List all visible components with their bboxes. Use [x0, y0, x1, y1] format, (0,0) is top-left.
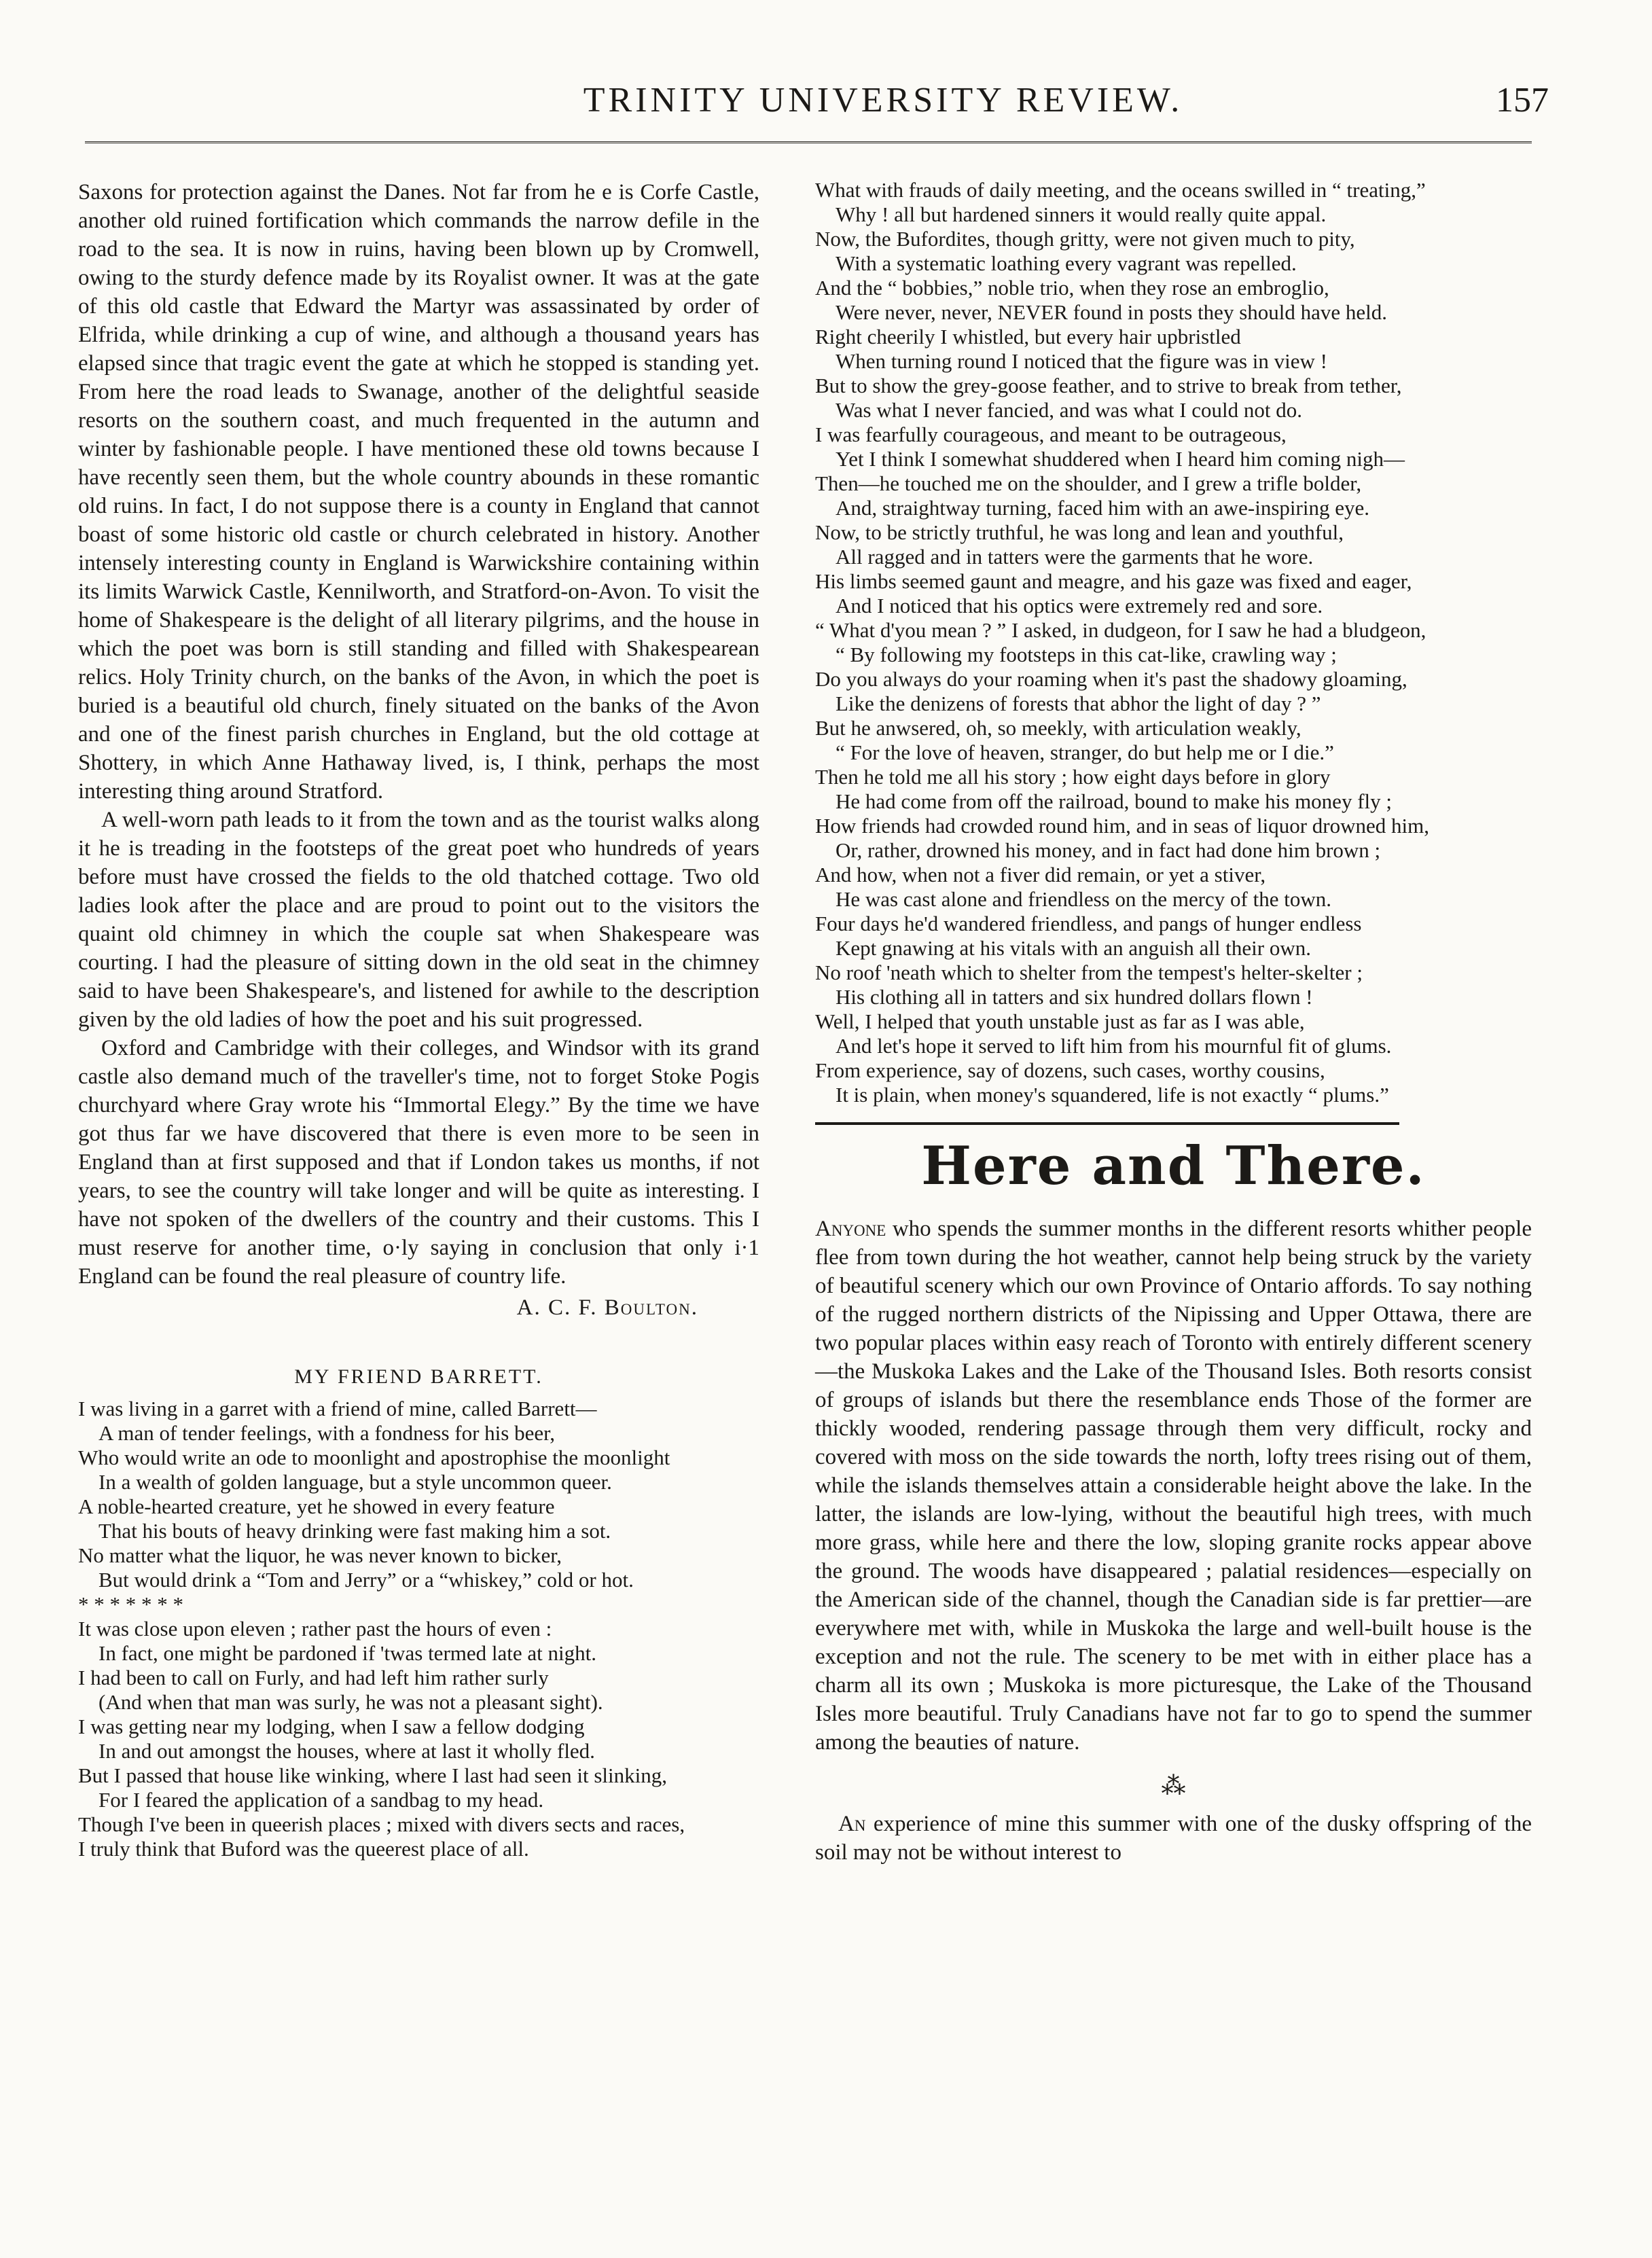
poem-part-two [78, 1617, 759, 1861]
poem-line: Like the denizens of forests that abhor the light of day ? ” [836, 692, 1321, 715]
poem-part-one [78, 1397, 759, 1592]
poem-line: His clothing all in tatters and six hundred dollars flown ! [836, 985, 1313, 1009]
page-number: 157 [1496, 81, 1549, 120]
poem-line: (And when that man was surly, he was not a pleasant sight). [98, 1690, 603, 1714]
article-paragraph: Saxons for protection against the Danes. Not far from he e is Corfe Castle, another old ruined fortification which commands the narrow defile in the road to the sea. It is now in ruins, having been blown up by Cromwell, owing to the sturdy defence made by its Royalist owner. It was at the gate of this old castle that Edward the Martyr was assassinated by order of Elfrida, while drinking a cup of wine, and although a thousand years has elapsed since that tragic event the gate at which he stopped is standing yet. From here the road leads to Swanage, another of the delightful seaside resorts on the southern coast, and much frequented in the autumn and winter by fashionable people. I have mentioned these old towns because I have recently seen them, but the whole country abounds in these romantic old ruins. In fact, I do not suppose there is a county in England that cannot boast of some historic old castle or church celebrated in history. Another intensely interesting county in England is Warwickshire containing within its limits Warwick Castle, Kennilworth, and Stratford-on-Avon. To visit the home of Shakespeare is the delight of all literary pilgrims, and the house in which the poet was born is still standing and filled with Shakespearean relics. Holy Trinity church, on the banks of the Avon, in which the poet is buried is a beautiful old church, finely situated on the banks of the Avon and one of the finest parish churches in England, but the old cottage at Shottery, in which Anne Hathaway lived, is, I think, perhaps the most interesting thing around Stratford. [78, 180, 759, 804]
poem-line: In and out amongst the houses, where at last it wholly fled. [98, 1739, 595, 1763]
poem-line: Now, to be strictly truthful, he was long and lean and youthful, [815, 520, 1344, 544]
poem-line: From experience, say of dozens, such cases, worthy cousins, [815, 1058, 1325, 1082]
poem-line: Were never, never, NEVER found in posts they should have held. [836, 300, 1388, 324]
section-title: Here and There. [921, 1135, 1426, 1197]
poem-line: He was cast alone and friendless on the mercy of the town. [836, 887, 1331, 911]
paragraph-lead: An [838, 1812, 866, 1836]
poem-line: Yet I think I somewhat shuddered when I heard him coming nigh— [836, 447, 1405, 471]
poem-line: No roof 'neath which to shelter from the tempest's helter-skelter ; [815, 961, 1363, 984]
poem-line: A noble-hearted creature, yet he showed in every feature [78, 1494, 555, 1518]
poem-line: Or, rather, drowned his money, and in fact had done him brown ; [836, 838, 1381, 862]
poem-line: Do you always do your roaming when it's past the shadowy gloaming, [815, 667, 1407, 691]
article-signature: A. C. F. Boulton. [516, 1295, 698, 1320]
section-paragraph [815, 1215, 1532, 1757]
poem-continuation [815, 178, 1532, 1107]
poem-line: And I noticed that his optics were extremely red and sore. [836, 594, 1323, 617]
right-column [815, 178, 1532, 1867]
running-title: TRINITY UNIVERSITY REVIEW. [583, 81, 1183, 120]
poem-line: Then he told me all his story ; how eight days before in glory [815, 765, 1331, 789]
poem-line: I truly think that Buford was the queerest place of all. [78, 1837, 529, 1861]
poem-line: I was getting near my lodging, when I saw a fellow dodging [78, 1715, 585, 1738]
poem-line: Now, the Bufordites, though gritty, were not given much to pity, [815, 227, 1355, 251]
section-divider-rule [815, 1122, 1399, 1125]
poem-line: That his bouts of heavy drinking were fast making him a sot. [98, 1519, 611, 1543]
poem-line: His limbs seemed gaunt and meagre, and his gaze was fixed and eager, [815, 569, 1412, 593]
poem-line: In fact, one might be pardoned if 'twas termed late at night. [98, 1641, 596, 1665]
poem-line: In a wealth of golden language, but a style uncommon queer. [98, 1470, 612, 1494]
article-paragraph: Oxford and Cambridge with their colleges, and Windsor with its grand castle also demand much of the traveller's time, not to forget Stoke Pogis churchyard where Gray wrote his “Immortal Elegy.” By the time we have got thus far we have discovered that there is even more to be seen in England than at first supposed and that if London takes us months, if not years, to see the country will take longer and will be quite as interesting. I have not spoken of the dwellers of the country and their customs. This I must reserve for another time, o·ly saying in conclusion that only i·1 England can be found the real pleasure of country life. [78, 1036, 759, 1289]
poem-line: And how, when not a fiver did remain, or yet a stiver, [815, 863, 1266, 886]
running-header [82, 80, 1576, 135]
poem-line: He had come from off the railroad, bound to make his money fly ; [836, 789, 1392, 813]
poem-line: And, straightway turning, faced him with an awe-inspiring eye. [836, 496, 1369, 520]
header-rule [85, 141, 1532, 147]
asterism-divider: ⁂ [1161, 1772, 1186, 1799]
poem-line: Who would write an ode to moonlight and apostrophise the moonlight [78, 1446, 670, 1469]
poem-line: No matter what the liquor, he was never known to bicker, [78, 1543, 562, 1567]
stanza-break-stars: * * * * * * * [78, 1592, 183, 1616]
poem-line: But to show the grey-goose feather, and to strive to break from tether, [815, 374, 1402, 397]
poem-line: Then—he touched me on the shoulder, and I grew a trifle bolder, [815, 471, 1362, 495]
poem-line: Why ! all but hardened sinners it would really quite appal. [836, 202, 1327, 226]
poem-line: “ For the love of heaven, stranger, do but help me or I die.” [836, 740, 1334, 764]
left-column [78, 178, 759, 1861]
paragraph-lead: Anyone [815, 1217, 886, 1241]
poem-line: And let's hope it served to lift him from his mournful fit of glums. [836, 1034, 1392, 1058]
paragraph-body: experience of mine this summer with one of the dusky offspring of the soil may not be without interest to [815, 1812, 1532, 1865]
poem-line: With a systematic loathing every vagrant was repelled. [836, 251, 1297, 275]
poem-line: But I passed that house like winking, where I last had seen it slinking, [78, 1763, 667, 1787]
poem-line: “ By following my footsteps in this cat-like, crawling way ; [836, 643, 1337, 666]
poem-line: Four days he'd wandered friendless, and pangs of hunger endless [815, 912, 1362, 935]
poem-line: For I feared the application of a sandbag to my head. [98, 1788, 544, 1812]
poem-line: Though I've been in queerish places ; mixed with divers sects and races, [78, 1812, 685, 1836]
section-paragraph [815, 1810, 1532, 1867]
poem-line: But he anwsered, oh, so meekly, with articulation weakly, [815, 716, 1301, 740]
here-and-there-section [815, 1215, 1532, 1867]
poem-line: What with frauds of daily meeting, and the oceans swilled in “ treating,” [815, 178, 1426, 202]
poem-line: Well, I helped that youth unstable just as far as I was able, [815, 1009, 1305, 1033]
poem-line: How friends had crowded round him, and in seas of liquor drowned him, [815, 814, 1429, 838]
poem-line: It is plain, when money's squandered, life is not exactly “ plums.” [836, 1083, 1389, 1107]
poem-line: And the “ bobbies,” noble trio, when they rose an embroglio, [815, 276, 1329, 300]
poem-line: Right cheerily I whistled, but every hair upbristled [815, 325, 1241, 348]
poem-line: A man of tender feelings, with a fondness for his beer, [98, 1421, 555, 1445]
poem-line: I was living in a garret with a friend of mine, called Barrett— [78, 1397, 597, 1420]
poem-line: I had been to call on Furly, and had left him rather surly [78, 1666, 549, 1689]
article-paragraph: A well-worn path leads to it from the town and as the tourist walks along it he is treading in the footsteps of the great poet who hundreds of years before must have crossed the fields to the old thatched cottage. Two old ladies look after the place and are proud to point out to the visitors the quaint old chimney in which the couple sat when Shakespeare was courting. I had the pleasure of sitting down in the old seat in the chimney said to have been Shakespeare's, and listened for awhile to the description given by the old ladies of how the poet and his suit progressed. [78, 808, 759, 1032]
poem-title: MY FRIEND BARRETT. [294, 1365, 543, 1388]
poem-line: Kept gnawing at his vitals with an anguish all their own. [836, 936, 1311, 960]
paragraph-body: who spends the summer months in the different resorts whither people flee from town during the hot weather, cannot help being struck by the variety of beautiful scenery which our own Province of Ontario affords. To say nothing of the rugged northern districts of the Nipissing and Upper Ottawa, there are two popular places within easy reach of Toronto with entirely different scenery—the Muskoka Lakes and the Lake of the Thousand Isles. Both resorts consist of groups of islands but there the resemblance ends Those of the former are thickly wooded, rendering passage through them very difficult, rocky and covered with moss on the side towards the north, lofty trees rising out of them, while the islands themselves attain a considerable height above the lake. In the latter, the islands are low-lying, without the beautiful high trees, with much more grass, while here and there the low, sloping granite rocks appear above the ground. The woods have disappeared ; palatial residences—especially on the American side of the channel, though the Canadian side is far prettier—are everywhere met with, while in Muskoka the large and well-built house is the exception and not the rule. The scenery to be met with in either place has a charm all its own ; Muskoka is more picturesque, the Lake of the Thousand Isles more beautiful. Truly Canadians have not far to go to spend the summer among the beauties of nature. [815, 1217, 1532, 1755]
poem-line: When turning round I noticed that the figure was in view ! [836, 349, 1327, 373]
poem-line: I was fearfully courageous, and meant to be outrageous, [815, 423, 1287, 446]
poem-line: “ What d'you mean ? ” I asked, in dudgeon, for I saw he had a bludgeon, [815, 618, 1426, 642]
boulton-article [78, 178, 759, 1291]
poem-line: All ragged and in tatters were the garments that he wore. [836, 545, 1314, 569]
poem-line: Was what I never fancied, and was what I could not do. [836, 398, 1303, 422]
poem-line: It was close upon eleven ; rather past the hours of even : [78, 1617, 552, 1641]
poem-line: But would drink a “Tom and Jerry” or a “whiskey,” cold or hot. [98, 1568, 634, 1592]
